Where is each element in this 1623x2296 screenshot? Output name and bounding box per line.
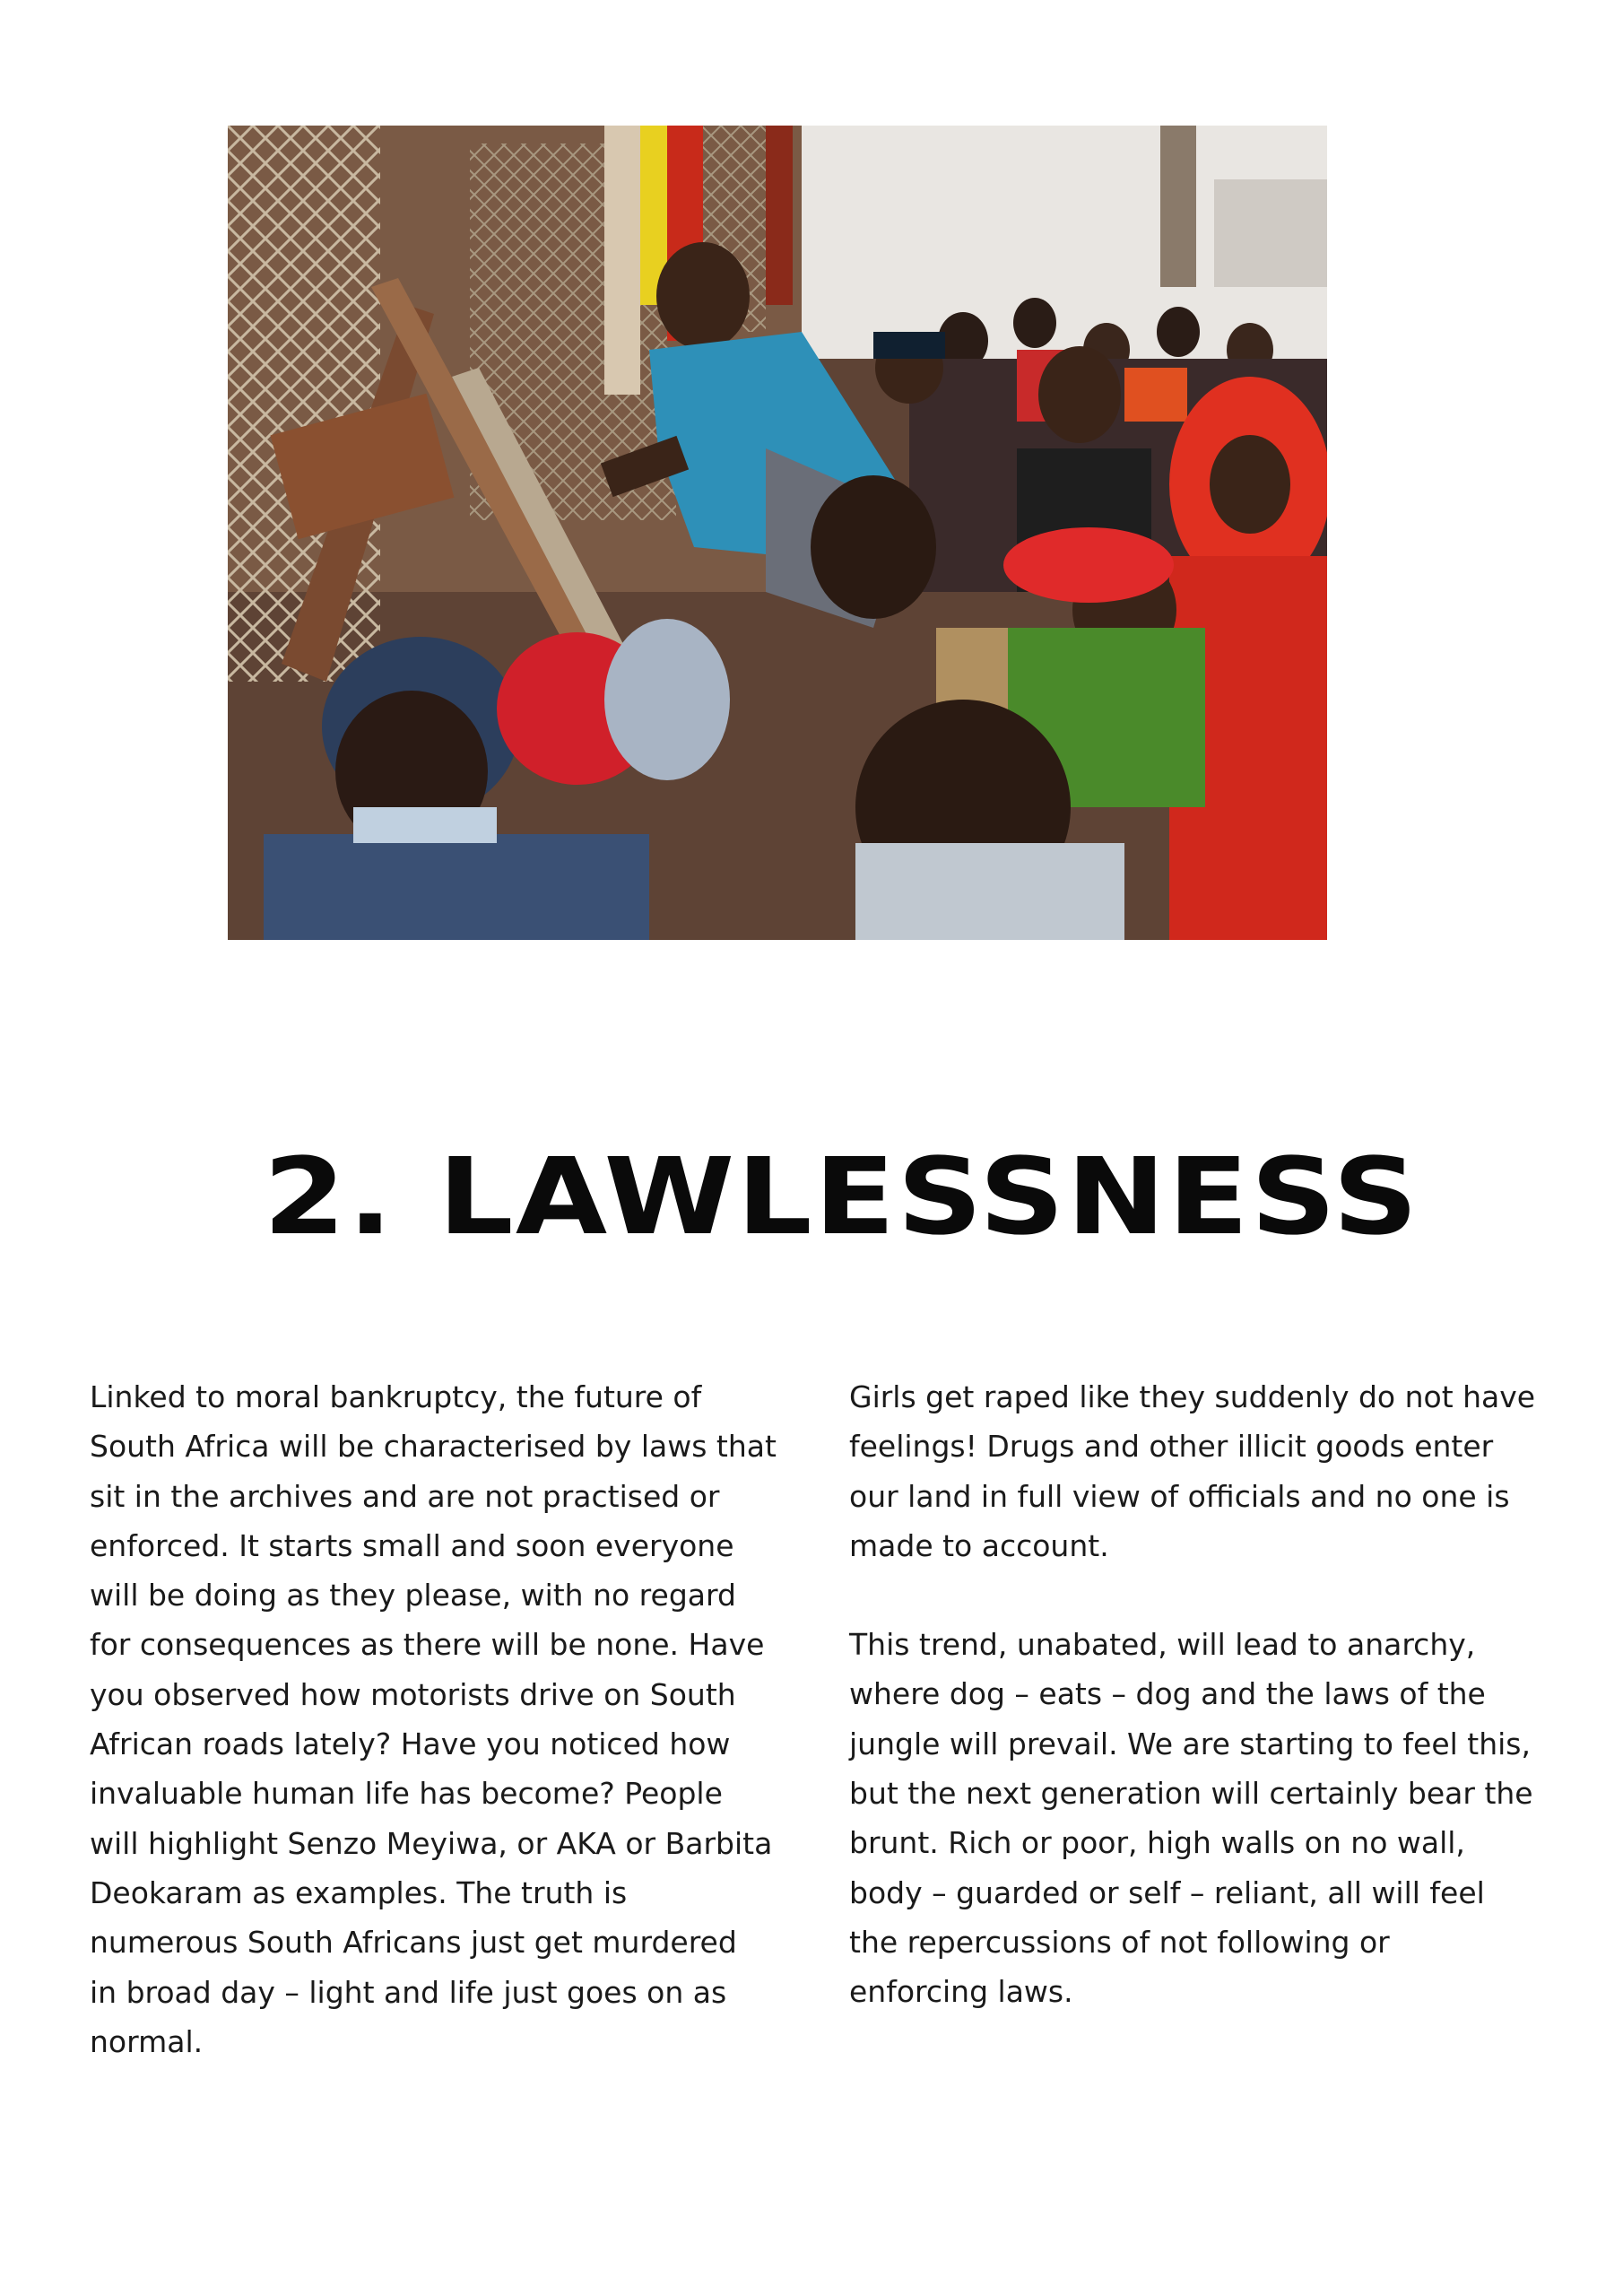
text-line: enforcing laws. bbox=[849, 1974, 1073, 2010]
crowd-photo-icon bbox=[228, 126, 1327, 940]
text-line: Linked to moral bankruptcy, the future of bbox=[90, 1379, 702, 1414]
text-line: enforced. It starts small and soon everyone bbox=[90, 1527, 734, 1563]
text-line: brunt. Rich or poor, high walls on no wall, bbox=[849, 1825, 1465, 1861]
right-paragraph-2 bbox=[849, 1620, 1567, 2016]
text-line: invaluable human life has become? People bbox=[90, 1776, 723, 1812]
left-column bbox=[90, 1372, 807, 2116]
text-line: body – guarded or self – reliant, all will feel bbox=[849, 1874, 1485, 1910]
text-line: will be doing as they please, with no regard bbox=[90, 1578, 736, 1613]
text-line: jungle will prevail. We are starting to feel this, bbox=[849, 1726, 1531, 1761]
text-line: feelings! Drugs and other illicit goods enter bbox=[849, 1429, 1494, 1465]
text-line: Girls get raped like they suddenly do not have bbox=[849, 1379, 1536, 1414]
text-line: numerous South Africans just get murdered bbox=[90, 1925, 737, 1961]
right-paragraph-1 bbox=[849, 1372, 1567, 1570]
text-line: in broad day – light and life just goes on as bbox=[90, 1974, 727, 2010]
text-line: for consequences as there will be none. Have bbox=[90, 1627, 765, 1663]
text-line: where dog – eats – dog and the laws of the bbox=[849, 1676, 1486, 1712]
text-line: the repercussions of not following or bbox=[849, 1924, 1390, 1960]
text-line: Deokaram as examples. The truth is bbox=[90, 1874, 628, 1910]
text-line: sit in the archives and are not practised or bbox=[90, 1478, 720, 1514]
text-line: normal. bbox=[90, 2023, 204, 2059]
text-line: made to account. bbox=[849, 1527, 1109, 1563]
left-paragraph bbox=[90, 1372, 807, 2066]
text-line: African roads lately? Have you noticed how bbox=[90, 1726, 731, 1762]
text-line: will highlight Senzo Meyiwa, or AKA or Barbita bbox=[90, 1825, 773, 1861]
section-heading: 2. LAWLESSNESS bbox=[263, 1135, 1420, 1258]
text-line: but the next generation will certainly bear the bbox=[849, 1776, 1533, 1812]
right-column bbox=[849, 1372, 1567, 2066]
text-line: South Africa will be characterised by laws that bbox=[90, 1429, 777, 1465]
text-line: our land in full view of officials and no one is bbox=[849, 1478, 1510, 1514]
text-line: This trend, unabated, will lead to anarchy, bbox=[849, 1627, 1476, 1663]
text-line: you observed how motorists drive on South bbox=[90, 1676, 736, 1712]
crowd-photo bbox=[228, 126, 1327, 940]
